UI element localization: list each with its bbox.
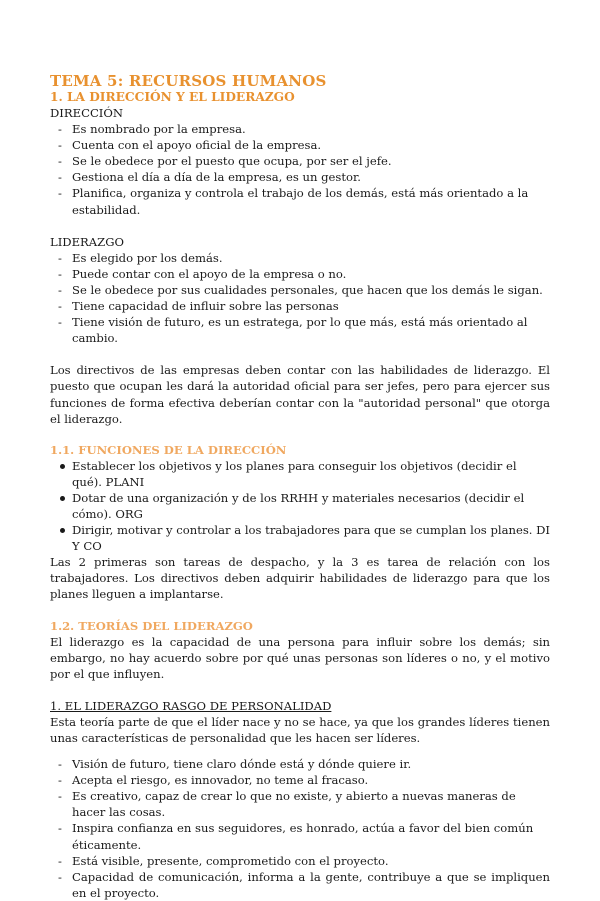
section-heading-1-2: 1.2. TEORÍAS DEL LIDERAZGO [50, 618, 253, 633]
list-item: - Se le obedece por sus cualidades personales, que hacen que los demás le sigan. [50, 282, 550, 298]
direccion-label: DIRECCIÓN [50, 106, 124, 120]
document-page [50, 72, 550, 901]
document-title: TEMA 5: RECURSOS HUMANOS [50, 72, 327, 90]
list-item: - Gestiona el día a día de la empresa, es un gestor. [50, 169, 550, 185]
paragraph-directivos: Los directivos de las empresas deben contar con las habilidades de liderazgo. El puesto que ocupan les dará la autoridad oficial para ser jefes, pero para ejercer sus funciones de forma efectiva deberían contar con la "autoridad personal" que otorga el liderazgo. [50, 363, 550, 426]
list-item: - Puede contar con el apoyo de la empresa o no. [50, 266, 550, 282]
section-heading-1: 1. LA DIRECCIÓN Y EL LIDERAZGO [50, 90, 295, 104]
list-item: - Es nombrado por la empresa. [50, 121, 550, 137]
subheading-rasgo-personalidad: 1. EL LIDERAZGO RASGO DE PERSONALIDAD [50, 698, 332, 713]
list-item: - Visión de futuro, tiene claro dónde está y dónde quiere ir. [50, 756, 550, 772]
list-item: - Tiene visión de futuro, es un estratega, por lo que más, está más orientado al cambio. [50, 314, 550, 346]
paragraph-liderazgo-definicion: El liderazgo es la capacidad de una persona para influir sobre los demás; sin embargo, no hay acuerdo sobre por qué unas personas son líderes o no, y el motivo por el que influyen. [50, 634, 550, 681]
list-item: Dotar de una organización y de los RRHH y materiales necesarios (decidir el cómo). ORG [50, 490, 550, 522]
list-item: - Es elegido por los demás. [50, 250, 550, 266]
list-item: - Tiene capacidad de influir sobre las personas [50, 298, 550, 314]
list-item: - Está visible, presente, comprometido con el proyecto. [50, 853, 550, 869]
liderazgo-label: LIDERAZGO [50, 234, 124, 249]
list-item: Dirigir, motivar y controlar a los trabajadores para que se cumplan los planes. DI Y CO [50, 522, 550, 554]
list-item: - Cuenta con el apoyo oficial de la empresa. [50, 137, 550, 153]
list-item: - Acepta el riesgo, es innovador, no teme al fracaso. [50, 772, 550, 788]
list-item: - Capacidad de comunicación, informa a la gente, contribuye a que se impliquen en el proyecto. [50, 869, 550, 901]
funciones-list [50, 458, 550, 555]
paragraph-teoria-rasgo: Esta teoría parte de que el líder nace y no se hace, ya que los grandes líderes tienen unas características de personalidad que les hacen ser líderes. [50, 714, 550, 745]
list-item: - Es creativo, capaz de crear lo que no existe, y abierto a nuevas maneras de hacer las cosas. [50, 788, 550, 820]
list-item: - Inspira confianza en sus seguidores, es honrado, actúa a favor del bien común éticamente. [50, 820, 550, 852]
list-item: - Se le obedece por el puesto que ocupa, por ser el jefe. [50, 153, 550, 169]
direccion-list [50, 121, 550, 218]
list-item: - Planifica, organiza y controla el trabajo de los demás, está más orientado a la estabilidad. [50, 185, 550, 217]
rasgo-list [50, 756, 550, 901]
liderazgo-list [50, 250, 550, 347]
paragraph-tareas: Las 2 primeras son tareas de despacho, y la 3 es tarea de relación con los trabajadores. Los directivos deben adquirir habilidades de liderazgo para que los planes lleguen a implantarse. [50, 555, 550, 602]
section-heading-1-1: 1.1. FUNCIONES DE LA DIRECCIÓN [50, 442, 287, 457]
list-item: Establecer los objetivos y los planes para conseguir los objetivos (decidir el qué). PLANI [50, 458, 550, 490]
